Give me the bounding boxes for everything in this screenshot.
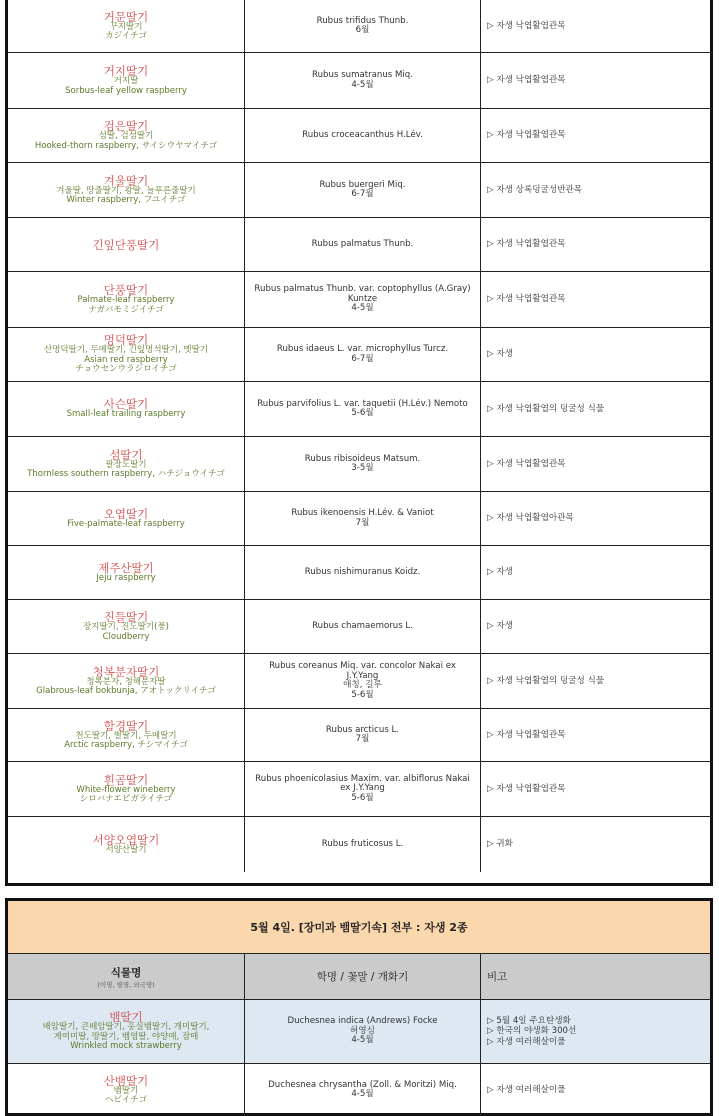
scientific-name-cell: [245, 492, 481, 545]
scientific-line: Rubus sumatranus Miq.: [312, 70, 413, 80]
note-line: ▷ 자생 여러해살이풀: [487, 1036, 566, 1047]
plant-alias-line: 섬딸, 검섬딸기: [98, 131, 154, 141]
plant-alias-line: 청복분자, 청해분자딸: [86, 676, 166, 687]
plant-name-cell: [8, 109, 245, 162]
plant-korean-name: 함경딸기: [103, 718, 149, 733]
scientific-name-cell: [245, 163, 481, 217]
note-line: ▷ 자생 낙엽활엽의 덩굴성 식물: [487, 403, 605, 414]
note-line: ▷ 귀화: [487, 839, 513, 850]
scientific-line: Rubus trifidus Thunb.: [316, 15, 409, 26]
table-row: [8, 1000, 710, 1064]
scientific-line: Rubus phoenicolasius Maxim. var. albiflorus Nakai: [255, 773, 470, 784]
note-cell: [481, 218, 710, 271]
plant-name-cell: [8, 163, 245, 217]
scientific-name-cell: [245, 53, 481, 108]
plant-alias-line: Asian red raspberry: [84, 354, 168, 365]
plant-alias-line: ヘビイチゴ: [105, 1095, 147, 1105]
plant-alias-line: 팔장도딸기: [105, 459, 147, 470]
scientific-name-cell: [245, 382, 481, 436]
plant-alias-line: Thornless southern raspberry, ハチジョウイチゴ: [27, 469, 225, 479]
plant-alias-line: Palmate-leaf raspberry: [77, 295, 175, 305]
scientific-line: Rubus palmatus Thunb.: [311, 238, 414, 249]
note-line: ▷ 자생: [487, 621, 513, 632]
scientific-name-cell: [245, 1064, 481, 1116]
table-row: [8, 492, 710, 546]
plant-alias-line: ナガバモミジイチゴ: [88, 304, 164, 315]
note-line: ▷ 자생 낙엽활엽관목: [487, 729, 566, 740]
scientific-line: 6월: [355, 25, 370, 35]
scientific-line: ex J.Y.Yang: [340, 783, 385, 794]
note-cell: [481, 709, 710, 761]
note-line: ▷ 한국의 야생화 300선: [487, 1026, 577, 1037]
scientific-name-cell: [245, 762, 481, 816]
plant-name-cell: [8, 546, 245, 599]
scientific-line: Rubus croceacanthus H.Lév.: [302, 129, 423, 140]
scientific-name-cell: [245, 546, 481, 599]
scientific-line: Rubus fruticosus L.: [321, 838, 404, 849]
plant-korean-name: 사슨딸기: [103, 397, 149, 412]
column-header-row: [8, 954, 710, 1000]
col1-header-label: 식물명: [110, 966, 142, 979]
col2-header-label: 학명 / 꽃말 / 개화기: [316, 971, 409, 983]
plant-alias-line: 장지딸기, 진도딸기(풍): [83, 622, 169, 632]
table-row: [8, 654, 710, 709]
scientific-line: Rubus coreanus Miq. var. concolor Nakai ex: [269, 661, 456, 671]
table-row: [8, 762, 710, 817]
note-line: ▷ 자생 상록덩굴성반관목: [487, 184, 583, 195]
note-line: ▷ 자생: [487, 349, 513, 360]
plant-name-cell: [8, 1000, 245, 1063]
plant-alias-line: Jeju raspberry: [96, 572, 156, 583]
scientific-line: Rubus idaeus L. var. microphyllus Turcz.: [276, 344, 449, 354]
scientific-line: 애칭, 길루: [343, 680, 382, 690]
plant-korean-name: 단풍딸기: [103, 283, 149, 297]
note-line: ▷ 자생: [487, 567, 513, 578]
scientific-line: Rubus chamaemorus L.: [312, 620, 413, 631]
plant-korean-name: 뱀딸기: [109, 1010, 143, 1025]
scientific-line: 5-6월: [351, 408, 374, 418]
column-header-name: [8, 954, 245, 999]
plant-korean-name: 진들딸기: [103, 610, 149, 624]
plant-korean-name: 산뱀딸기: [103, 1073, 149, 1088]
note-line: ▷ 자생 낙엽활엽의 덩굴성 식물: [487, 675, 605, 686]
note-cell: [481, 109, 710, 162]
table-row: [8, 382, 710, 437]
note-cell: [481, 53, 710, 108]
scientific-line: Kuntze: [347, 293, 378, 304]
table-row: [8, 163, 710, 218]
plant-name-cell: [8, 328, 245, 381]
plant-korean-name: 청복분자딸기: [92, 664, 160, 679]
plant-name-cell: [8, 53, 245, 108]
plant-alias-line: 산멍덕딸기, 두메딸기, 긴잎멍석딸기, 멧딸기: [43, 345, 208, 356]
plant-korean-name: 오엽딸기: [103, 506, 149, 521]
plant-alias-line: カジイチゴ: [105, 31, 147, 41]
plant-alias-line: 천도딸기, 벌딸기, 두메딸기: [75, 730, 177, 741]
scientific-line: 4-5월: [351, 1035, 374, 1046]
scientific-line: Rubus nishimuranus Koidz.: [304, 566, 421, 577]
plant-name-cell: [8, 0, 245, 52]
note-line: ▷ 자생 낙엽활엽관목: [487, 75, 566, 86]
note-cell: [481, 654, 710, 708]
scientific-line: Rubus arcticus L.: [325, 724, 400, 735]
note-cell: [481, 492, 710, 545]
plant-korean-name: 멍덕딸기: [103, 333, 149, 348]
note-cell: [481, 1064, 710, 1116]
table-row: [8, 817, 710, 872]
scientific-line: Duchesnea indica (Andrews) Focke: [287, 1016, 438, 1027]
table-row: [8, 53, 710, 109]
note-cell: [481, 328, 710, 381]
note-line: ▷ 자생 낙엽활엽관목: [487, 294, 566, 305]
scientific-line: 3-5월: [351, 463, 374, 473]
scientific-line: 7월: [355, 517, 370, 528]
table-row: [8, 328, 710, 382]
table-row: [8, 109, 710, 163]
plant-alias-line: 게여미딸, 땅딸기, 뱀염딸, 야양매, 잠매: [53, 1031, 199, 1042]
scientific-name-cell: [245, 0, 481, 52]
scientific-line: 7월: [355, 734, 370, 744]
plant-alias-line: Winter raspberry, フユイチゴ: [66, 195, 186, 205]
scientific-line: 6-7월: [351, 353, 374, 364]
plant-alias-line: Hooked-thorn raspberry, サイシウヤマイチゴ: [34, 140, 218, 151]
plant-name-cell: [8, 1064, 245, 1116]
plant-name-cell: [8, 437, 245, 491]
scientific-line: 4-5월: [351, 1089, 374, 1099]
plant-korean-name: 검은딸기: [103, 119, 149, 133]
table-title: 5월 4일. [장미과 뱀딸기속] 전부 : 자생 2종: [8, 901, 710, 954]
column-header-notes: [481, 954, 710, 999]
plant-alias-line: Arctic raspberry, チシマイチゴ: [64, 740, 188, 750]
scientific-line: Duchesnea chrysantha (Zoll. & Moritzi) Miq.: [268, 1079, 457, 1090]
plant-alias-line: 겨울딸, 땅줄딸기, 왕딸, 늘푸른줄딸기: [56, 185, 196, 196]
plant-alias-line: 배암딸기, 큰배암딸기, 홍실뱀딸기, 개미딸기,: [42, 1022, 210, 1033]
note-line: ▷ 자생 여러해살이풀: [487, 1084, 566, 1095]
scientific-line: 4-5월: [351, 303, 374, 314]
scientific-line: Rubus ribisoideus Matsum.: [304, 453, 421, 464]
scientific-name-cell: [245, 328, 481, 381]
table-row: [8, 1064, 710, 1116]
table-row: [8, 709, 710, 762]
plant-korean-name: 서양오엽딸기: [92, 832, 160, 847]
plant-alias-line: Five-palmate-leaf raspberry: [67, 518, 185, 529]
table-row: [8, 218, 710, 272]
note-cell: [481, 1000, 710, 1063]
plant-korean-name: 긴잎단풍딸기: [92, 237, 160, 252]
plant-name-cell: [8, 654, 245, 708]
plant-korean-name: 섬딸기: [109, 447, 143, 462]
scientific-name-cell: [245, 817, 481, 872]
note-cell: [481, 817, 710, 872]
scientific-line: 5-6월: [351, 792, 374, 803]
note-cell: [481, 163, 710, 217]
plant-name-cell: [8, 218, 245, 271]
plant-name-cell: [8, 762, 245, 816]
note-line: ▷ 자생 낙엽활엽관목: [487, 20, 566, 31]
table2-body: [8, 1000, 710, 1116]
note-line: ▷ 자생 낙엽활엽관목: [487, 783, 566, 794]
note-line: ▷ 자생 낙엽활엽관목: [487, 458, 566, 469]
scientific-name-cell: [245, 437, 481, 491]
note-cell: [481, 0, 710, 52]
note-cell: [481, 272, 710, 327]
note-cell: [481, 382, 710, 436]
plant-alias-line: White-flower wineberry: [76, 784, 176, 795]
plant-alias-line: Cloudberry: [102, 631, 150, 642]
scientific-line: Rubus parvifolius L. var. taquetii (H.Lév.) Nemoto: [257, 398, 468, 409]
scientific-name-cell: [245, 654, 481, 708]
plant-alias-line: チョウセンウラジロイチゴ: [75, 364, 177, 375]
scientific-name-cell: [245, 218, 481, 271]
plant-alias-line: 뱀딸기: [113, 1085, 139, 1096]
scientific-name-cell: [245, 1000, 481, 1063]
note-cell: [481, 546, 710, 599]
table-row: [8, 0, 710, 53]
plant-korean-name: 제주산딸기: [98, 560, 154, 575]
table-row: [8, 272, 710, 328]
species-table-duchesnea: [5, 898, 713, 1116]
note-line: ▷ 자생 낙엽활엽관목: [487, 239, 566, 250]
plant-korean-name: 겨울딸기: [103, 173, 149, 188]
plant-alias-line: 거지딸: [113, 76, 139, 86]
plant-name-cell: [8, 492, 245, 545]
table-row: [8, 437, 710, 492]
plant-name-cell: [8, 272, 245, 327]
note-cell: [481, 600, 710, 653]
scientific-line: Rubus buergeri Miq.: [319, 179, 406, 190]
col1-header-sub: (이명, 별명, 외국명): [97, 980, 155, 989]
col3-header-label: 비고: [487, 971, 508, 983]
plant-alias-line: Glabrous-leaf bokbunja, アオトックリイチゴ: [36, 686, 216, 696]
plant-alias-line: Wrinkled mock strawberry: [70, 1041, 182, 1052]
table-row: [8, 600, 710, 654]
scientific-line: J.Y.Yang: [346, 670, 379, 681]
scientific-name-cell: [245, 600, 481, 653]
note-line: ▷ 자생 낙엽활엽관목: [487, 130, 566, 141]
note-cell: [481, 437, 710, 491]
plant-alias-line: 꾸지딸기: [109, 21, 143, 32]
scientific-line: Rubus ikenoensis H.Lév. & Vaniot: [291, 508, 434, 518]
scientific-line: 4-5월: [351, 79, 374, 90]
note-line: ▷ 5월 4일 주요탄생화: [487, 1015, 571, 1026]
note-cell: [481, 762, 710, 816]
scientific-name-cell: [245, 272, 481, 327]
plant-name-cell: [8, 600, 245, 653]
note-line: ▷ 자생 낙엽활엽아관목: [487, 513, 574, 524]
table-row: [8, 546, 710, 600]
plant-name-cell: [8, 709, 245, 761]
plant-alias-line: 서양산딸기: [105, 844, 147, 855]
scientific-name-cell: [245, 709, 481, 761]
plant-alias-line: シロバナエビガライチゴ: [79, 794, 173, 804]
column-header-scientific: [245, 954, 481, 999]
plant-name-cell: [8, 382, 245, 436]
plant-alias-line: Small-leaf trailing raspberry: [66, 409, 186, 420]
species-table-rubus: [5, 0, 713, 886]
scientific-line: 허영심: [350, 1025, 375, 1036]
scientific-name-cell: [245, 109, 481, 162]
scientific-line: 5-6월: [351, 689, 374, 700]
plant-alias-line: Sorbus-leaf yellow raspberry: [65, 85, 187, 96]
scientific-line: Rubus palmatus Thunb. var. coptophyllus (A.Gray): [254, 284, 471, 295]
plant-name-cell: [8, 817, 245, 872]
plant-korean-name: 흰곰딸기: [103, 772, 149, 787]
scientific-line: 6-7월: [351, 189, 374, 199]
plant-korean-name: 거문딸기: [103, 9, 149, 24]
plant-korean-name: 거지딸기: [103, 64, 149, 78]
